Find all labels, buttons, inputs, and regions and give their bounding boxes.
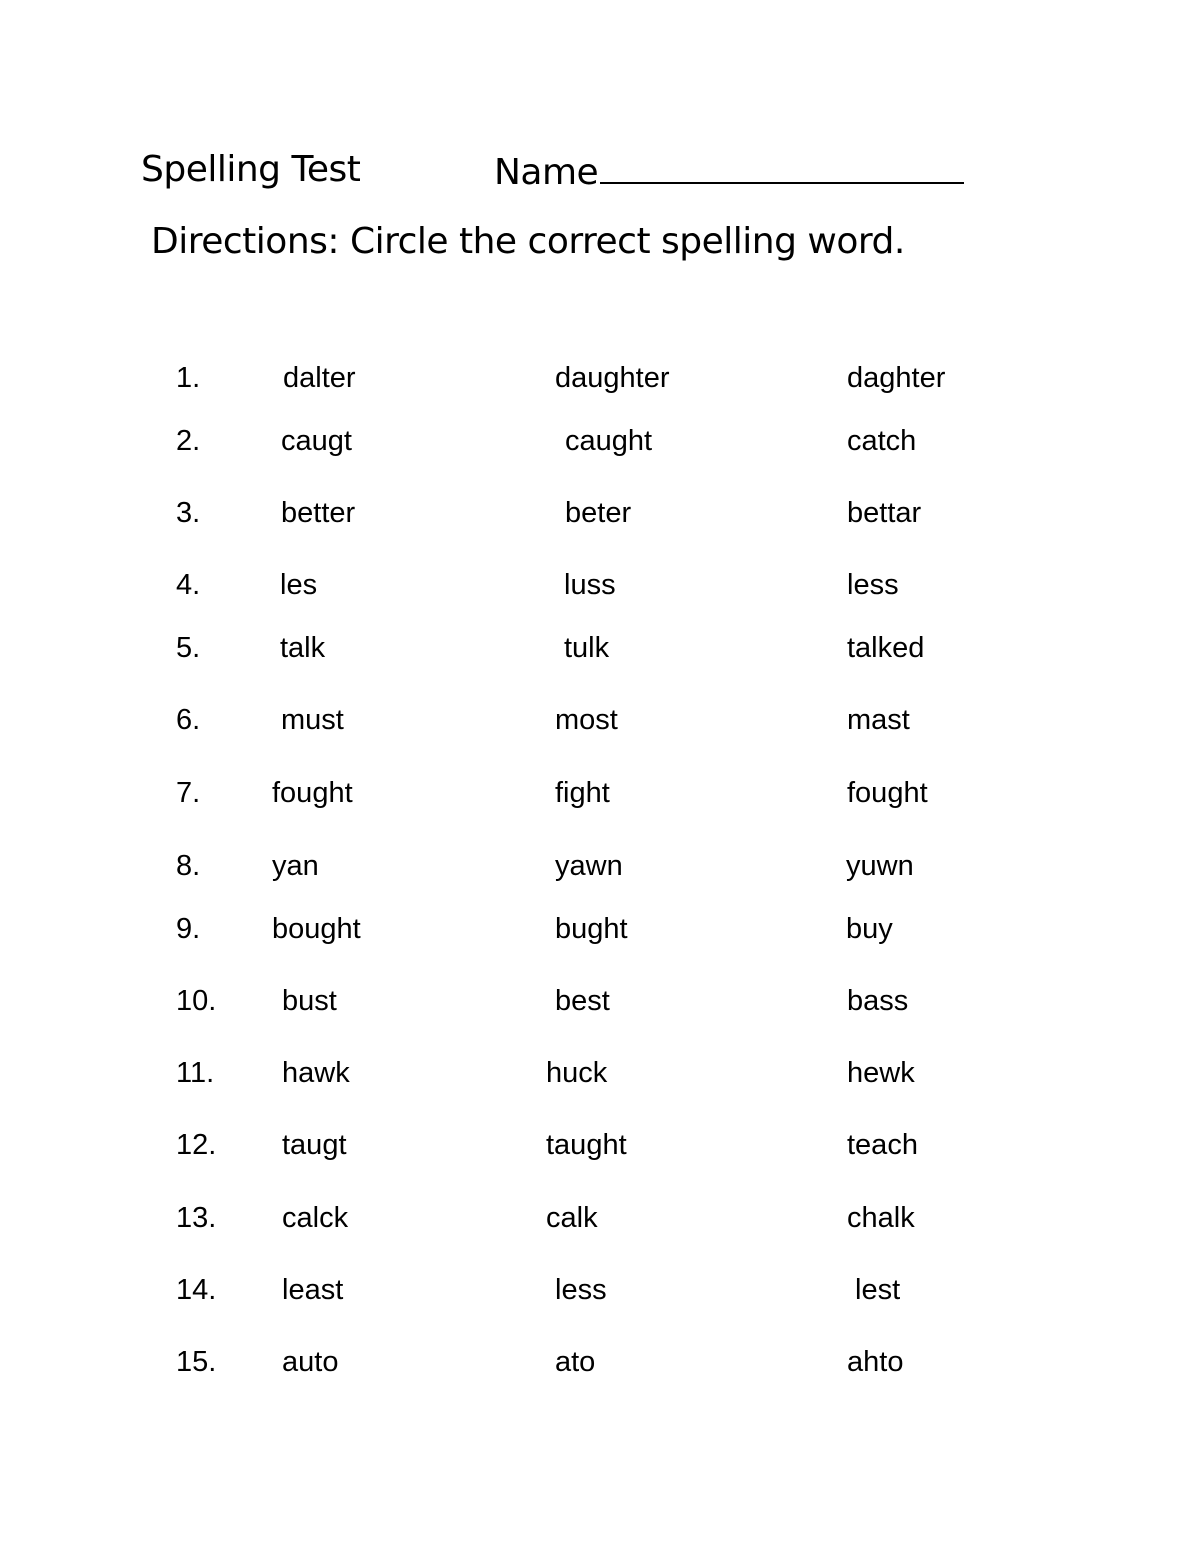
word-choice[interactable]: daghter — [847, 362, 946, 394]
word-choice[interactable]: fight — [555, 777, 610, 809]
question-row — [0, 421, 1200, 461]
word-choice[interactable]: buy — [846, 913, 893, 945]
question-number: 1. — [176, 362, 201, 394]
word-choice[interactable]: yawn — [555, 850, 623, 882]
question-row — [0, 493, 1200, 533]
word-choice[interactable]: les — [280, 569, 318, 601]
name-label: Name — [494, 152, 599, 193]
word-choice[interactable]: luss — [564, 569, 616, 601]
question-number: 10. — [176, 985, 217, 1017]
word-choice[interactable]: lest — [855, 1274, 901, 1306]
question-row — [0, 358, 1200, 398]
word-choice[interactable]: dalter — [283, 362, 356, 394]
question-row — [0, 565, 1200, 605]
word-choice[interactable]: better — [281, 497, 356, 529]
word-choice[interactable]: ahto — [847, 1346, 904, 1378]
question-number: 4. — [176, 569, 201, 601]
word-choice[interactable]: caught — [565, 425, 653, 457]
word-choice[interactable]: hawk — [282, 1057, 350, 1089]
question-number: 7. — [176, 777, 201, 809]
word-choice[interactable]: hewk — [847, 1057, 915, 1089]
question-row — [0, 700, 1200, 740]
question-row — [0, 909, 1200, 949]
question-row — [0, 981, 1200, 1021]
word-choice[interactable]: least — [282, 1274, 344, 1306]
word-choice[interactable]: most — [555, 704, 618, 736]
word-choice[interactable]: yuwn — [846, 850, 914, 882]
question-number: 11. — [176, 1057, 215, 1089]
word-choice[interactable]: talk — [280, 632, 326, 664]
word-choice[interactable]: mast — [847, 704, 910, 736]
word-choice[interactable]: fought — [847, 777, 928, 809]
word-choice[interactable]: less — [847, 569, 899, 601]
question-row — [0, 628, 1200, 668]
word-choice[interactable]: tulk — [564, 632, 610, 664]
directions: Directions: Circle the correct spelling word. — [151, 221, 905, 262]
question-number: 2. — [176, 425, 201, 457]
word-choice[interactable]: auto — [282, 1346, 339, 1378]
question-number: 6. — [176, 704, 201, 736]
question-row — [0, 846, 1200, 886]
question-row — [0, 1053, 1200, 1093]
word-choice[interactable]: catch — [847, 425, 917, 457]
word-choice[interactable]: teach — [847, 1129, 918, 1161]
word-choice[interactable]: fought — [272, 777, 353, 809]
word-choice[interactable]: calk — [546, 1202, 598, 1234]
word-choice[interactable]: ato — [555, 1346, 596, 1378]
word-choice[interactable]: calck — [282, 1202, 349, 1234]
question-row — [0, 1125, 1200, 1165]
word-choice[interactable]: bought — [272, 913, 361, 945]
word-choice[interactable]: beter — [565, 497, 632, 529]
question-number: 15. — [176, 1346, 217, 1378]
question-row — [0, 1198, 1200, 1238]
word-choice[interactable]: bettar — [847, 497, 922, 529]
question-number: 9. — [176, 913, 201, 945]
word-choice[interactable]: taught — [546, 1129, 627, 1161]
name-blank-line[interactable] — [600, 146, 964, 184]
word-choice[interactable]: yan — [272, 850, 319, 882]
page-title: Spelling Test — [141, 149, 361, 190]
name-field[interactable] — [494, 146, 964, 197]
question-number: 3. — [176, 497, 201, 529]
word-choice[interactable]: bust — [282, 985, 337, 1017]
question-number: 8. — [176, 850, 201, 882]
word-choice[interactable]: less — [555, 1274, 607, 1306]
word-choice[interactable]: must — [281, 704, 344, 736]
question-number: 14. — [176, 1274, 217, 1306]
word-choice[interactable]: daughter — [555, 362, 670, 394]
word-choice[interactable]: taugt — [282, 1129, 347, 1161]
question-row — [0, 773, 1200, 813]
question-number: 13. — [176, 1202, 217, 1234]
word-choice[interactable]: caugt — [281, 425, 352, 457]
word-choice[interactable]: huck — [546, 1057, 608, 1089]
question-number: 12. — [176, 1129, 217, 1161]
word-choice[interactable]: talked — [847, 632, 925, 664]
word-choice[interactable]: best — [555, 985, 610, 1017]
question-row — [0, 1342, 1200, 1382]
question-number: 5. — [176, 632, 201, 664]
word-choice[interactable]: bass — [847, 985, 909, 1017]
question-row — [0, 1270, 1200, 1310]
word-choice[interactable]: chalk — [847, 1202, 915, 1234]
word-choice[interactable]: bught — [555, 913, 628, 945]
